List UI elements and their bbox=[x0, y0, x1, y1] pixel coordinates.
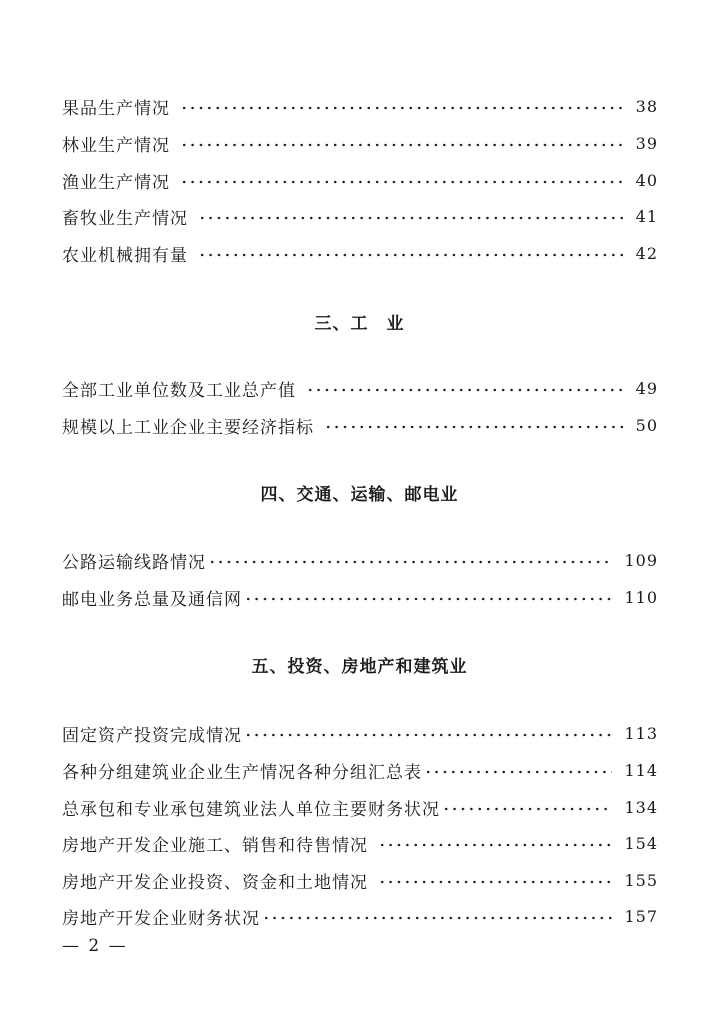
toc-leader-dots bbox=[378, 843, 612, 847]
toc-entry-title: 各种分组建筑业企业生产情况各种分组汇总表 bbox=[62, 762, 422, 783]
toc-leader-dots bbox=[324, 425, 624, 429]
toc-entry-page: 49 bbox=[635, 378, 658, 398]
toc-entry-title: 邮电业务总量及通信网 bbox=[62, 589, 242, 610]
toc-leader-dots bbox=[244, 597, 612, 601]
toc-entry-page: 39 bbox=[635, 133, 658, 153]
toc-entry-page: 113 bbox=[624, 723, 658, 743]
toc-entry-title: 农业机械拥有量 bbox=[62, 245, 188, 266]
toc-entry-title: 固定资产投资完成情况 bbox=[62, 725, 242, 746]
toc-entry-title: 总承包和专业承包建筑业法人单位主要财务状况 bbox=[62, 799, 440, 820]
toc-entry-title: 房地产开发企业财务状况 bbox=[62, 908, 260, 929]
toc-leader-dots bbox=[424, 770, 612, 774]
toc-entry-page: 40 bbox=[635, 170, 658, 190]
toc-entry-title: 规模以上工业企业主要经济指标 bbox=[62, 417, 314, 438]
toc-entry-page: 154 bbox=[624, 833, 658, 853]
page-number: — 2 — bbox=[62, 936, 128, 956]
toc-entry[interactable] bbox=[62, 239, 658, 267]
toc-leader-dots bbox=[208, 560, 612, 564]
section-heading-transport: 四、交通、运输、邮电业 bbox=[260, 485, 459, 505]
toc-entry[interactable] bbox=[62, 583, 658, 611]
toc-entry-page: 109 bbox=[624, 550, 658, 570]
toc-leader-dots bbox=[306, 388, 624, 392]
toc-entry[interactable] bbox=[62, 166, 658, 194]
toc-leader-dots bbox=[198, 216, 624, 220]
toc-entry[interactable] bbox=[62, 129, 658, 157]
toc-entry-title: 渔业生产情况 bbox=[62, 172, 170, 193]
toc-entry-title: 房地产开发企业投资、资金和土地情况 bbox=[62, 872, 368, 893]
toc-entry-page: 114 bbox=[624, 760, 658, 780]
toc-leader-dots bbox=[378, 880, 612, 884]
toc-entry-page: 41 bbox=[635, 206, 658, 226]
toc-entry[interactable] bbox=[62, 411, 658, 439]
toc-entry-page: 157 bbox=[624, 906, 658, 926]
toc-entry-page: 155 bbox=[624, 870, 658, 890]
toc-entry[interactable] bbox=[62, 866, 658, 894]
toc-entry-page: 110 bbox=[624, 587, 658, 607]
toc-entry[interactable] bbox=[62, 92, 658, 120]
toc-entry[interactable] bbox=[62, 829, 658, 857]
toc-entry-title: 畜牧业生产情况 bbox=[62, 208, 188, 229]
toc-leader-dots bbox=[262, 916, 612, 920]
toc-entry[interactable] bbox=[62, 902, 658, 930]
toc-leader-dots bbox=[442, 807, 612, 811]
toc-leader-dots bbox=[198, 253, 624, 257]
toc-entry[interactable] bbox=[62, 719, 658, 747]
section-heading-investment: 五、投资、房地产和建筑业 bbox=[251, 657, 468, 677]
toc-entry[interactable] bbox=[62, 756, 658, 784]
toc-entry-title: 房地产开发企业施工、销售和待售情况 bbox=[62, 835, 368, 856]
toc-leader-dots bbox=[244, 733, 612, 737]
toc-entry[interactable] bbox=[62, 546, 658, 574]
toc-entry[interactable] bbox=[62, 793, 658, 821]
toc-entry-page: 38 bbox=[635, 96, 658, 116]
toc-leader-dots bbox=[180, 106, 624, 110]
toc-entry-page: 42 bbox=[635, 243, 658, 263]
toc-entry[interactable] bbox=[62, 374, 658, 402]
section-heading-industry: 三、工 业 bbox=[314, 314, 405, 334]
toc-entry-title: 林业生产情况 bbox=[62, 135, 170, 156]
toc-entry-page: 134 bbox=[624, 797, 658, 817]
toc-leader-dots bbox=[180, 180, 624, 184]
toc-entry-page: 50 bbox=[635, 415, 658, 435]
toc-entry-title: 公路运输线路情况 bbox=[62, 552, 206, 573]
toc-entry[interactable] bbox=[62, 202, 658, 230]
toc-entry-title: 全部工业单位数及工业总产值 bbox=[62, 380, 296, 401]
toc-entry-title: 果品生产情况 bbox=[62, 98, 170, 119]
toc-leader-dots bbox=[180, 143, 624, 147]
